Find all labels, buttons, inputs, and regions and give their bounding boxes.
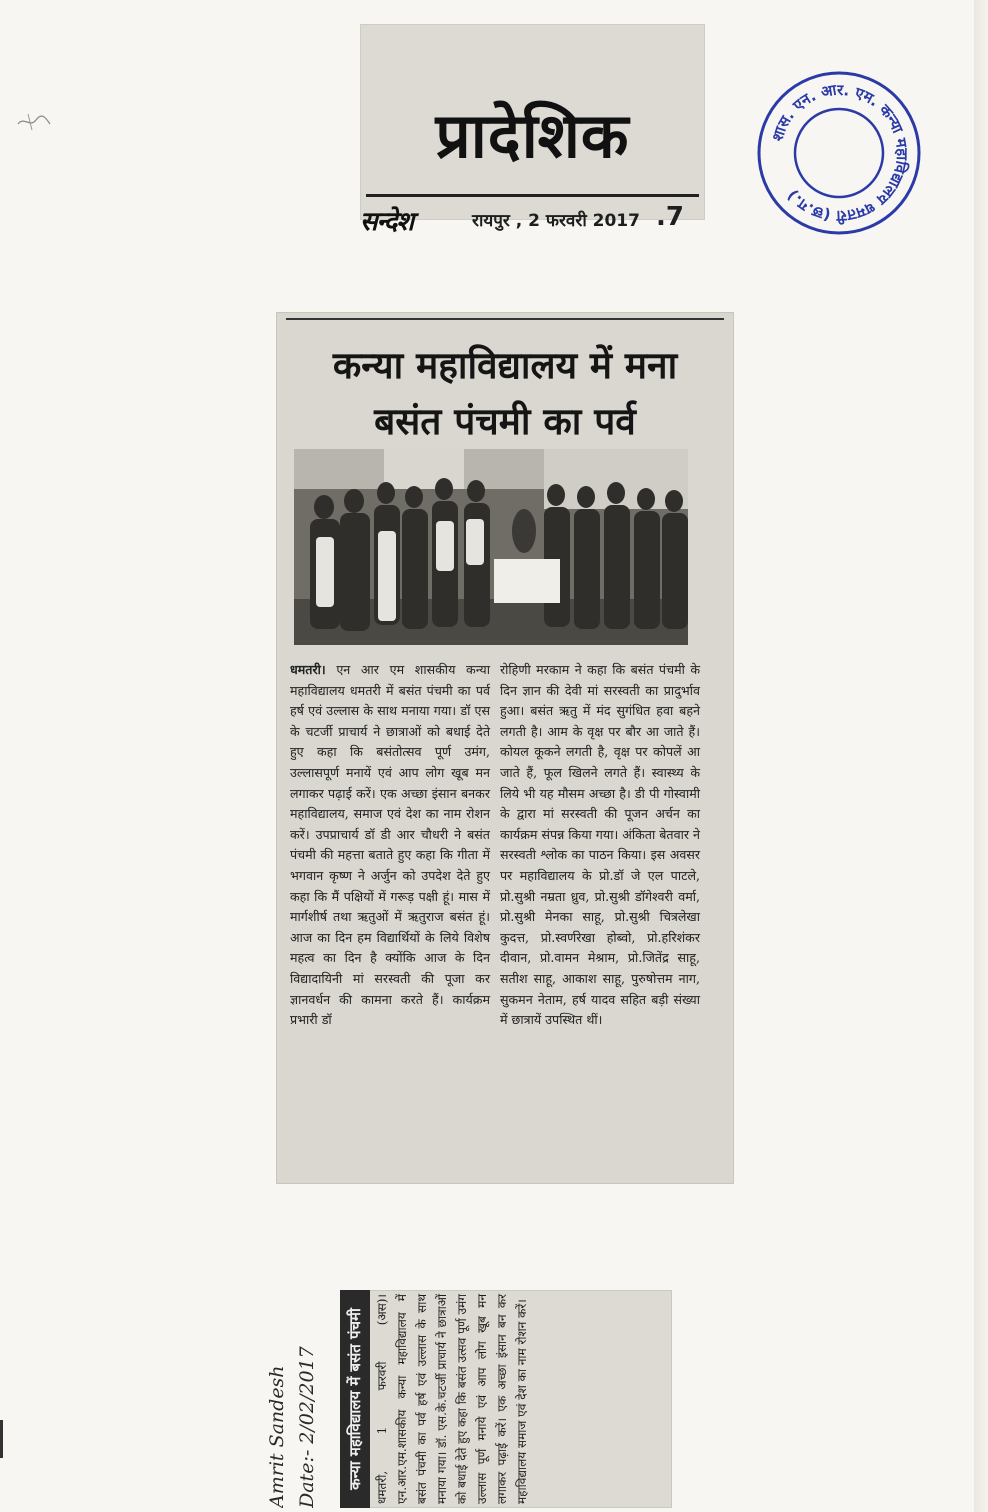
handwritten-source: Amrit Sandesh [266,1365,288,1508]
handwritten-note [262,1300,342,1508]
svg-text:शास. एन. आर. एम. कन्या महाविद् [768,81,911,226]
article-right-body: रोहिणी मरकाम ने कहा कि बसंत पंचमी के दिन ज्ञान की देवी मां सरस्वती का प्रादुर्भाव हुआ। बसंत ऋतु में मंद सुगंधित हवा बहने लगती है। आम के वृक्ष पर बौर आ जाते हैं। कोयल कूकने लगती है, वृक्ष पर कोपलें आ जाते हैं, फूल खिलने लगते हैं। स्वास्थ्य के लिये भी यह मौसम अच्छा है। डी पी गोस्वामी के द्वारा मां सरस्वती की पूजन अर्चन का कार्यक्रम संपन्न किया गया। अंकिता बेतवार ने सरस्वती श्लोक का पाठन किया। इस अवसर पर महाविद्यालय के प्रो.डॉ जे एल पाटले, प्रो.सुश्री नम्रता ध्रुव, प्रो.सुश्री डॉगेश्वरी वर्मा, प्रो.सुश्री मेनका साहू, प्रो.सुश्री चित्रलेखा कुदत्त, प्रो.स्वर्णरेखा होब्वो, प्रो.हरिशंकर दीवान, प्रो.वामन मेश्राम, प्रो.जितेंद्र साहू, सतीश साहू, आकाश साहू, पुरुषोत्तम नाग, सुकमन नेताम, हर्ष यादव सहित बड़ी संख्या में छात्रायें उपस्थित थीं। [500,662,701,1028]
section-title: प्रादेशिक [435,99,630,172]
newspaper-logo: सन्देश [360,207,414,237]
small-clipping [340,1290,672,1508]
margin-mark [0,1420,3,1458]
dateline: रायपुर , 2 फरवरी 2017 [472,211,640,231]
headline-line-1: कन्या महाविद्यालय में मना [332,343,678,387]
masthead-rule [366,194,699,197]
article-column-right [500,660,700,1031]
small-clipping-rotated [340,1290,672,1508]
scribble-mark [14,110,54,134]
handwritten-note-text [262,1300,342,1508]
article-dateline-lead: धमतरी। [290,662,326,677]
masthead-clipping [360,24,705,237]
paper-edge [974,0,988,1512]
article-left-body: एन आर एम शासकीय कन्या महाविद्यालय धमतरी में बसंत पंचमी का पर्व हर्ष एवं उल्लास के साथ मनाया गया। डॉ एस के चटर्जी प्राचार्य ने छात्राओं को बधाई देते हुए कहा कि बसंतोत्सव पूर्ण उमंग, उल्लासपूर्ण मनायें एवं आप लोग खूब मन लगाकर पढ़ाई करें। एक अच्छा इंसान बनकर महाविद्यालय, समाज एवं देश का नाम रोशन करें। उपप्राचार्य डॉ डी आर चौधरी ने बसंत पंचमी की महत्ता बताते हुए कहा कि गीता में भगवान कृष्ण ने अर्जुन को उपदेश देते हुए कहा कि मैं पक्षियों में गरूड़ पक्षी हूं। मास में मार्गशीर्ष तथा ऋतुओं में ऋतुराज बसंत हूं। आज का दिन हम विद्यार्थियों के लिये विशेष महत्व का दिन है क्योंकि आज के दिन विद्यादायिनी मां सरस्वती की पूजा कर ज्ञानवर्धन की कामना करते हैं। कार्यक्रम प्रभारी डॉ [290,662,490,1028]
small-clipping-headline: कन्या महाविद्यालय में बसंत पंचमी [340,1290,370,1508]
page-number: .7 [656,202,684,232]
small-clipping-body: धमतरी, 1 फरवरी (अस)। एन.आर.एम.शासकीय कन्या महाविद्यालय में बसंत पंचमी का पर्व हर्ष एवं उल्लास के साथ मनाया गया। डॉ. एस.के.चटर्जी प्राचार्य ने छात्राओं को बधाई देते हुए कहा कि बसंत उत्सव पूर्ण उमंग उल्लास पूर्ण मनाये एवं आप लोग खूब मन लगाकर पढ़ाई करें। एक अच्छा इंसान बन कर महाविद्यालय समाज एवं देश का नाम रोशन करें। [375,1294,529,1504]
headline-line-2: बसंत पंचमी का पर्व [374,399,636,443]
handwritten-date: Date:- 2/02/2017 [296,1346,318,1508]
article-clipping [276,312,734,1184]
stamp-text: शास. एन. आर. एम. कन्या महाविद्यालय धमतरी (छ.ग.) [768,80,912,226]
college-stamp [756,70,922,236]
article-top-rule [286,318,724,320]
article-column-left [290,660,490,1031]
event-photo [294,449,688,645]
event-photo-illustration [294,449,688,645]
